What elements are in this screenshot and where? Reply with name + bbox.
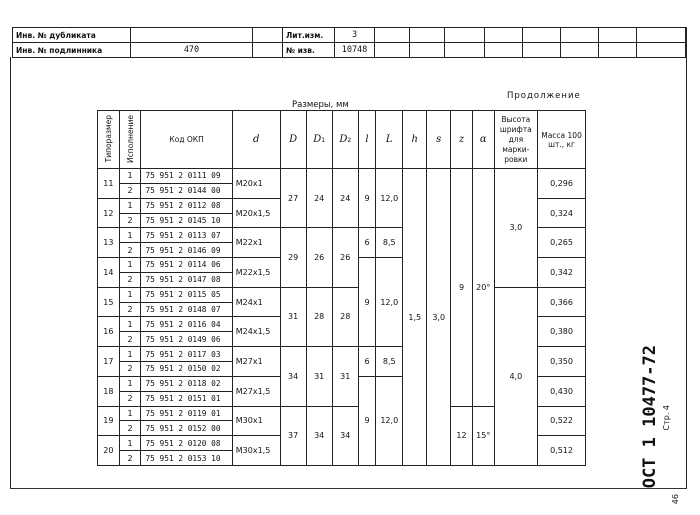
cell-isp: 1 [119, 376, 141, 391]
cell-D2: 28 [332, 287, 358, 346]
header-cell [523, 43, 561, 58]
header-cell [445, 43, 485, 58]
cell-mass: 0,265 [538, 228, 586, 258]
cell-code: 75 951 2 0153 10 [141, 451, 232, 466]
col-z: z [451, 111, 473, 169]
cell-mass: 0,430 [538, 376, 586, 406]
cell-code: 75 951 2 0120 08 [141, 436, 232, 451]
cell-isp: 1 [119, 228, 141, 243]
cell-isp: 2 [119, 451, 141, 466]
cell-size: 12 [98, 198, 120, 228]
cell-isp: 2 [119, 183, 141, 198]
cell-D: 37 [280, 406, 306, 466]
cell-D2: 26 [332, 228, 358, 287]
cell-isp: 2 [119, 243, 141, 258]
cell-size: 19 [98, 406, 120, 436]
header-cell [485, 43, 523, 58]
standard-number: ОСТ 1 10477-72 [640, 345, 660, 489]
cell-isp: 2 [119, 361, 141, 376]
col-mass: Масса 100 шт., кг [538, 111, 586, 169]
header-cell [445, 28, 485, 43]
cell-l: 6 [358, 347, 375, 377]
cell-code: 75 951 2 0147 08 [141, 272, 232, 287]
col-s: s [427, 111, 451, 169]
header-cell [637, 43, 686, 58]
header-cell [410, 43, 445, 58]
cell-mass: 0,512 [538, 436, 586, 466]
cell-D2: 34 [332, 406, 358, 466]
cell-thread: M30x1 [232, 406, 280, 436]
cell-size: 15 [98, 287, 120, 317]
cell-isp: 1 [119, 258, 141, 273]
cell-isp: 2 [119, 213, 141, 228]
cell-code: 75 951 2 0113 07 [141, 228, 232, 243]
cell-code: 75 951 2 0119 01 [141, 406, 232, 421]
sheet-number: 46 [671, 494, 680, 505]
cell-code: 75 951 2 0148 07 [141, 302, 232, 317]
cell-D: 34 [280, 347, 306, 406]
izv-label: № изв. [283, 43, 335, 58]
standard-designation [640, 345, 676, 489]
cell-isp: 2 [119, 391, 141, 406]
cell-font-height: 4,0 [494, 287, 537, 465]
cell-h: 1,5 [403, 169, 427, 466]
cell-isp: 2 [119, 272, 141, 287]
cell-z: 9 [451, 169, 473, 407]
cell-isp: 2 [119, 421, 141, 436]
cell-code: 75 951 2 0116 04 [141, 317, 232, 332]
izv-value: 10748 [335, 43, 375, 58]
cell-isp: 1 [119, 198, 141, 213]
header-cell [561, 28, 599, 43]
lit-izm-value: 3 [335, 28, 375, 43]
cell-D1: 34 [306, 406, 332, 466]
col-tiporazmer: Типоразмер [98, 111, 120, 169]
frame-bottom-line [10, 488, 687, 489]
col-D: D [280, 111, 306, 169]
cell-isp: 2 [119, 302, 141, 317]
col-kod-okp: Код ОКП [141, 111, 232, 169]
cell-size: 20 [98, 436, 120, 466]
cell-D2: 24 [332, 169, 358, 228]
cell-size: 18 [98, 376, 120, 406]
cell-thread: M30x1,5 [232, 436, 280, 466]
cell-L: 8,5 [376, 228, 403, 258]
cell-thread: M24x1 [232, 287, 280, 317]
cell-font-height: 3,0 [494, 169, 537, 288]
cell-isp: 2 [119, 332, 141, 347]
page-label: Стр. 4 [662, 405, 671, 431]
cell-code: 75 951 2 0151 01 [141, 391, 232, 406]
cell-isp: 1 [119, 169, 141, 184]
cell-z: 12 [451, 406, 473, 466]
cell-code: 75 951 2 0114 06 [141, 258, 232, 273]
cell-code: 75 951 2 0145 10 [141, 213, 232, 228]
frame-left-line [10, 57, 11, 489]
continuation-label: Продолжение [507, 91, 581, 101]
cell-L: 12,0 [376, 169, 403, 228]
col-d: d [232, 111, 280, 169]
cell-thread: M20x1 [232, 169, 280, 199]
dimensions-table [97, 110, 586, 466]
cell-s: 3,0 [427, 169, 451, 466]
cell-size: 14 [98, 258, 120, 288]
col-ispolnenie: Исполнение [119, 111, 141, 169]
header-cell [410, 28, 445, 43]
cell-size: 16 [98, 317, 120, 347]
col-D1: D1 [306, 111, 332, 169]
cell-mass: 0,324 [538, 198, 586, 228]
col-l: l [358, 111, 375, 169]
cell-mass: 0,380 [538, 317, 586, 347]
cell-code: 75 951 2 0117 03 [141, 347, 232, 362]
cell-D1: 31 [306, 347, 332, 406]
cell-isp: 1 [119, 287, 141, 302]
cell-l: 9 [358, 376, 375, 465]
cell-size: 17 [98, 347, 120, 377]
cell-code: 75 951 2 0146 09 [141, 243, 232, 258]
cell-isp: 1 [119, 436, 141, 451]
header-strip [12, 27, 685, 57]
inv-orig-value: 470 [131, 43, 253, 58]
cell-mass: 0,342 [538, 258, 586, 288]
header-cell [599, 28, 637, 43]
header-cell [561, 43, 599, 58]
cell-code: 75 951 2 0118 02 [141, 376, 232, 391]
col-L: L [376, 111, 403, 169]
cell-isp: 1 [119, 317, 141, 332]
cell-mass: 0,522 [538, 406, 586, 436]
col-D2: D2 [332, 111, 358, 169]
cell-l: 9 [358, 169, 375, 228]
cell-code: 75 951 2 0111 09 [141, 169, 232, 184]
cell-thread: M20x1,5 [232, 198, 280, 228]
cell-D: 27 [280, 169, 306, 228]
cell-l: 9 [358, 258, 375, 347]
cell-isp: 1 [119, 347, 141, 362]
cell-code: 75 951 2 0149 06 [141, 332, 232, 347]
cell-L: 12,0 [376, 376, 403, 465]
cell-mass: 0,296 [538, 169, 586, 199]
cell-mass: 0,366 [538, 287, 586, 317]
header-cell [637, 28, 686, 43]
cell-D: 29 [280, 228, 306, 287]
lit-izm-label: Лит.изм. [283, 28, 335, 43]
cell-thread: M27x1 [232, 347, 280, 377]
cell-D1: 28 [306, 287, 332, 346]
cell-code: 75 951 2 0115 05 [141, 287, 232, 302]
header-cell [375, 28, 410, 43]
cell-isp: 1 [119, 406, 141, 421]
col-font-height: Высота шрифта для марки- ровки [494, 111, 537, 169]
cell-D: 31 [280, 287, 306, 346]
cell-code: 75 951 2 0150 02 [141, 361, 232, 376]
cell-D1: 24 [306, 169, 332, 228]
header-cell [253, 43, 283, 58]
cell-thread: M24x1,5 [232, 317, 280, 347]
sizes-label: Размеры, мм [292, 100, 349, 110]
col-h: h [403, 111, 427, 169]
cell-D2: 31 [332, 347, 358, 406]
header-cell [485, 28, 523, 43]
cell-l: 6 [358, 228, 375, 258]
cell-code: 75 951 2 0112 08 [141, 198, 232, 213]
header-cell [253, 28, 283, 43]
inv-dup-value [131, 28, 253, 43]
col-alpha: α [472, 111, 494, 169]
cell-L: 8,5 [376, 347, 403, 377]
header-cell [599, 43, 637, 58]
cell-D1: 26 [306, 228, 332, 287]
cell-code: 75 951 2 0144 00 [141, 183, 232, 198]
frame-right-line [686, 27, 687, 489]
inv-dup-label: Инв. № дубликата [13, 28, 131, 43]
cell-size: 13 [98, 228, 120, 258]
cell-thread: M22x1 [232, 228, 280, 258]
cell-thread: M22x1,5 [232, 258, 280, 288]
cell-code: 75 951 2 0152 00 [141, 421, 232, 436]
cell-mass: 0,350 [538, 347, 586, 377]
cell-size: 11 [98, 169, 120, 199]
cell-L: 12,0 [376, 258, 403, 347]
cell-thread: M27x1,5 [232, 376, 280, 406]
header-cell [375, 43, 410, 58]
cell-alpha: 20° [472, 169, 494, 407]
inv-orig-label: Инв. № подлинника [13, 43, 131, 58]
cell-alpha: 15° [472, 406, 494, 466]
header-cell [523, 28, 561, 43]
